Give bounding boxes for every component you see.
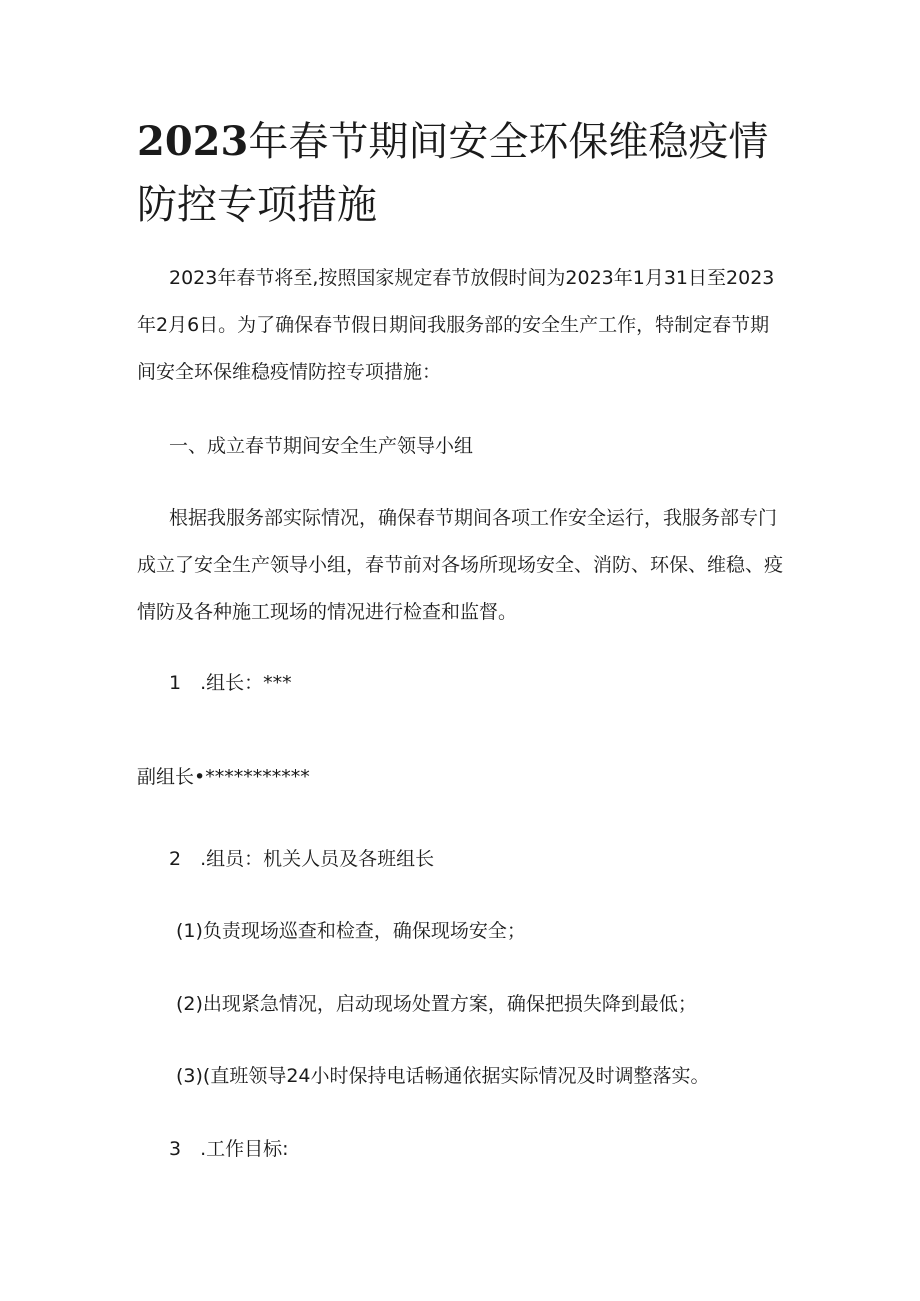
document-title [137, 110, 797, 237]
title-line2: 防控专项措施 [137, 182, 377, 228]
work-goal-item: 3 .工作目标: [169, 1138, 289, 1160]
duty-item: (1)负责现场巡查和检查，确保现场安全； [176, 920, 526, 942]
deputy-leader-item: 副组长•*********** [137, 766, 310, 788]
section-heading-1: 一、成立春节期间安全生产领导小组 [169, 435, 474, 457]
duty-item: (3)(直班领导24小时保持电话畅通依据实际情况及时调整落实。 [176, 1065, 710, 1087]
title-year: 2023 [137, 118, 249, 165]
team-leader-item: 1 .组长：*** [169, 672, 292, 694]
title-line1: 年春节期间安全环保维稳疫情 [248, 119, 769, 165]
section1-paragraph: 根据我服务部实际情况，确保春节期间各项工作安全运行，我服务部专门成立了安全生产领导小组，春节前对各场所现场安全、消防、环保、维稳、疫情防及各种施工现场的情况进行检查和监督。 [137, 507, 784, 623]
duty-item: (2)出现紧急情况，启动现场处置方案，确保把损失降到最低； [176, 993, 697, 1015]
team-members-item: 2 .组员：机关人员及各班组长 [169, 848, 435, 870]
intro-paragraph: 2023年春节将至,按照国家规定春节放假时间为2023年1月31日至2023年2月6日。为了确保春节假日期间我服务部的安全生产工作，特制定春节期间安全环保维稳疫情防控专项措施： [137, 267, 775, 383]
